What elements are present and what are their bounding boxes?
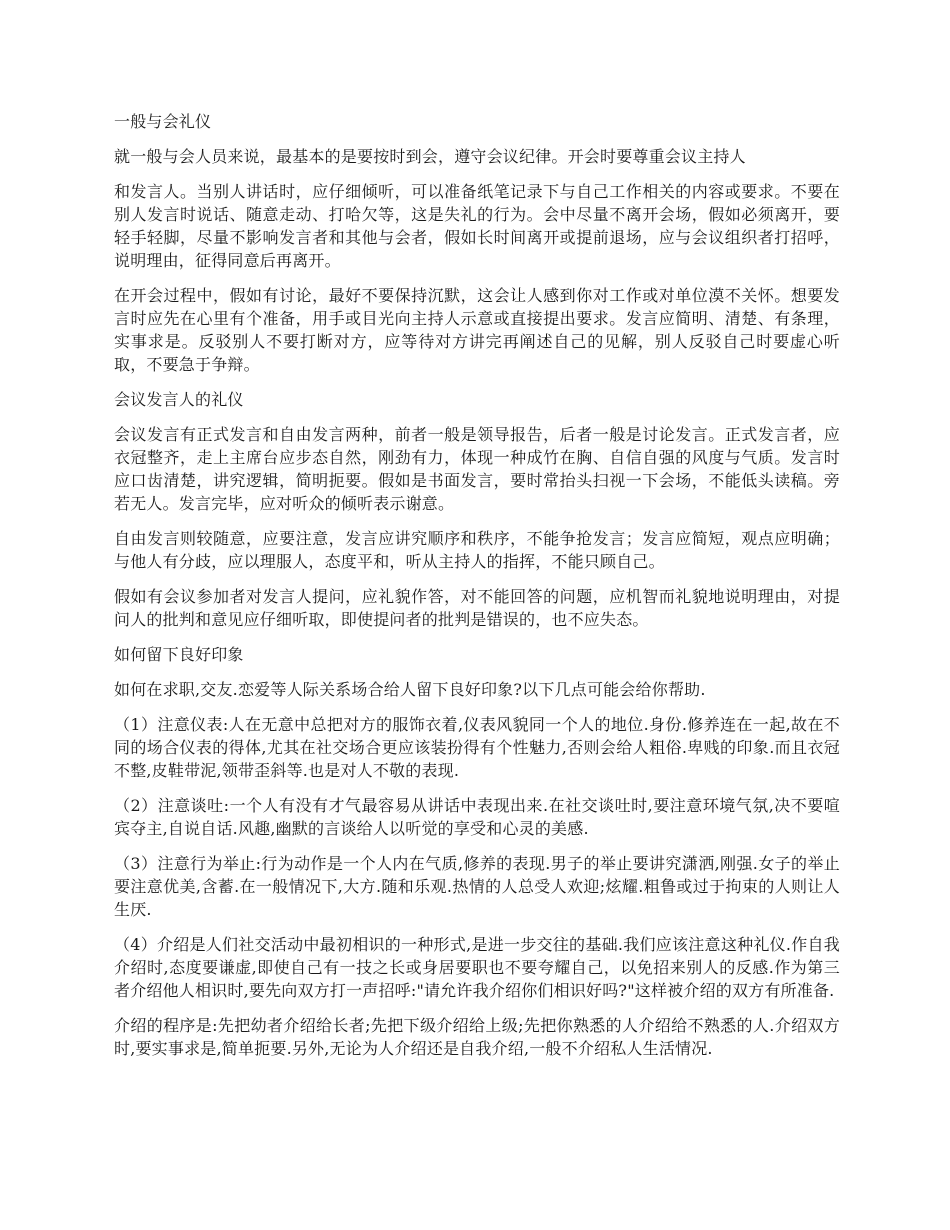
section-heading-meeting-etiquette: 一般与会礼仪 [114,112,212,131]
paragraph: 会议发言有正式发言和自由发言两种，前者一般是领导报告，后者一般是讨论发言。正式发言者，应衣冠整齐，走上主席台应步态自然，刚劲有力，体现一种成竹在胸、自信自强的风度与气质。发言时应口齿清楚，讲究逻辑，简明扼要。假如是书面发言，要时常抬头扫视一下会场，不能低头读稿。旁若无人。发言完毕，应对听众的倾听表示谢意。 [114,425,840,513]
document-page [114,110,840,1072]
paragraph: （4）介绍是人们社交活动中最初相识的一种形式,是进一步交往的基础.我们应该注意这种礼仪.作自我介绍时,态度要谦虚,即使自己有一技之长或身居要职也不要夸耀自己，以免招来别人的反感.作为第三者介绍他人相识时,要先向双方打一声招呼:"请允许我介绍你们相识好吗?"这样被介绍的双方有所准备. [114,935,840,1000]
section-heading-speaker-etiquette: 会议发言人的礼仪 [114,390,244,409]
section-heading-good-impression: 如何留下良好印象 [114,645,244,664]
paragraph: （3）注意行为举止:行为动作是一个人内在气质,修养的表现.男子的举止要讲究潇洒,刚强.女子的举止要注意优美,含蓄.在一般情况下,大方.随和乐观.热情的人总受人欢迎;炫耀.粗鲁或过于拘束的人则让人生厌. [114,854,840,919]
paragraph: 就一般与会人员来说，最基本的是要按时到会，遵守会议纪律。开会时要尊重会议主持人 [114,147,746,166]
paragraph: 在开会过程中，假如有讨论，最好不要保持沉默，这会让人感到你对工作或对单位漠不关怀。想要发言时应先在心里有个准备，用手或目光向主持人示意或直接提出要求。发言应简明、清楚、有条理，实事求是。反驳别人不要打断对方，应等待对方讲完再阐述自己的见解，别人反驳自己时要虚心听取，不要急于争辩。 [114,286,840,374]
paragraph: 如何在求职,交友.恋爱等人际关系场合给人留下良好印象?以下几点可能会给你帮助. [114,680,706,699]
paragraph: 和发言人。当别人讲话时，应仔细倾听，可以准备纸笔记录下与自己工作相关的内容或要求。不要在别人发言时说话、随意走动、打哈欠等，这是失礼的行为。会中尽量不离开会场，假如必须离开，要轻手轻脚，尽量不影响发言者和其他与会者，假如长时间离开或提前退场，应与会议组织者打招呼，说明理由，征得同意后再离开。 [114,182,840,270]
paragraph: （1）注意仪表:人在无意中总把对方的服饰衣着,仪表风貌同一个人的地位.身份.修养连在一起,故在不同的场合仪表的得体,尤其在社交场合更应该装扮得有个性魅力,否则会给人粗俗.卑贱的印象.而且衣冠不整,皮鞋带泥,领带歪斜等.也是对人不敬的表现. [114,715,840,780]
paragraph: 自由发言则较随意，应要注意，发言应讲究顺序和秩序，不能争抢发言；发言应简短，观点应明确；与他人有分歧，应以理服人，态度平和，听从主持人的指挥，不能只顾自己。 [114,529,840,571]
paragraph: 假如有会议参加者对发言人提问，应礼貌作答，对不能回答的问题，应机智而礼貌地说明理由，对提问人的批判和意见应仔细听取，即使提问者的批判是错误的，也不应失态。 [114,587,840,629]
paragraph: （2）注意谈吐:一个人有没有才气最容易从讲话中表现出来.在社交谈吐时,要注意环境气氛,决不要喧宾夺主,自说自话.风趣,幽默的言谈给人以听觉的享受和心灵的美感. [114,796,840,838]
paragraph: 介绍的程序是:先把幼者介绍给长者;先把下级介绍给上级;先把你熟悉的人介绍给不熟悉的人.介绍双方时,要实事求是,简单扼要.另外,无论为人介绍还是自我介绍,一般不介绍私人生活情况. [114,1016,840,1058]
